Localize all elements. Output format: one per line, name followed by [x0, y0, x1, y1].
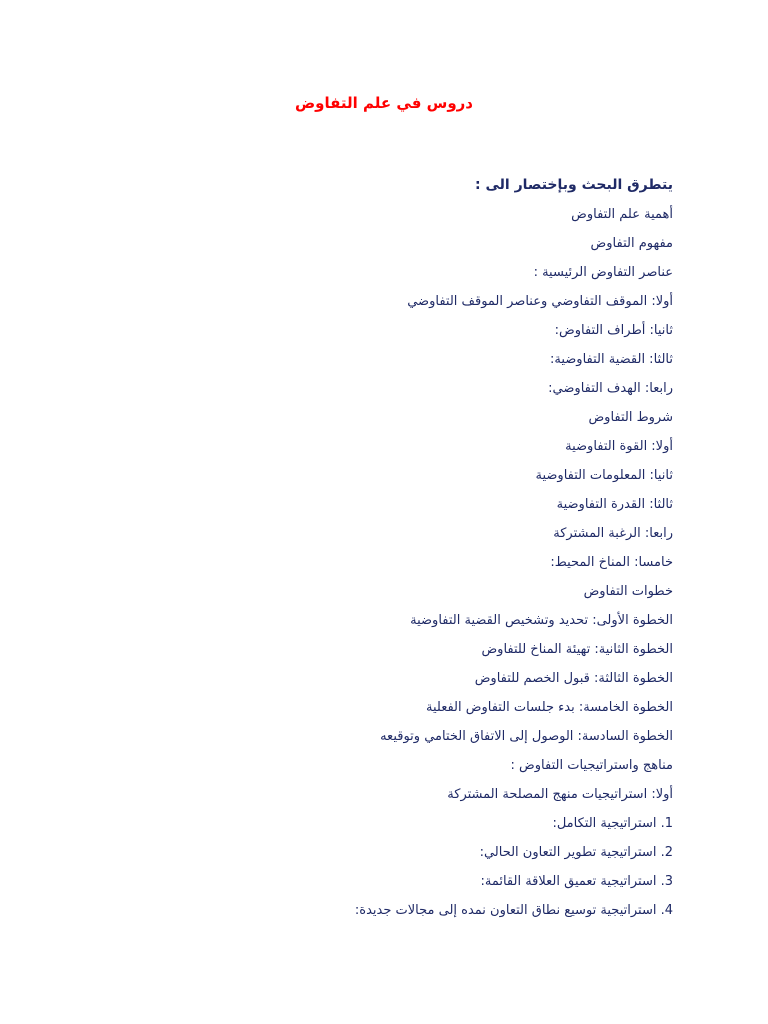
list-item: رابعا: الهدف التفاوضي: [548, 381, 673, 396]
list-item: الخطوة الثانية: تهيئة المناخ للتفاوض [481, 642, 673, 657]
intro-line: يتطرق البحث وبإختصار الى : [475, 177, 673, 193]
document-title: دروس في علم التفاوض [295, 94, 473, 112]
list-item: ثالثا: القضية التفاوضية: [549, 352, 673, 367]
list-item: أولا: الموقف التفاوضي وعناصر الموقف التفاوضي [407, 294, 673, 309]
list-item: عناصر التفاوض الرئيسية : [533, 265, 673, 280]
list-item: ثانيا: أطراف التفاوض: [554, 323, 673, 338]
list-item: 4. استراتيجية توسيع نطاق التعاون نمده إلى مجالات جديدة: [354, 903, 673, 918]
list-item: 2. استراتيجية تطوير التعاون الحالي: [479, 845, 673, 860]
list-item: ثانيا: المعلومات التفاوضية [535, 468, 673, 483]
list-item: مناهج واستراتيجيات التفاوض : [510, 758, 673, 773]
list-item: ثالثا: القدرة التفاوضية [556, 497, 673, 512]
list-item: أولا: القوة التفاوضية [565, 439, 673, 454]
document-content [253, 170, 673, 925]
list-item: خامسا: المناخ المحيط: [550, 555, 673, 570]
list-item: 3. استراتيجية تعميق العلاقة القائمة: [480, 874, 673, 889]
list-item: الخطوة الثالثة: قبول الخصم للتفاوض [474, 671, 673, 686]
list-item: الخطوة الأولى: تحديد وتشخيص القضية التفاوضية [410, 613, 673, 628]
list-item: مفهوم التفاوض [590, 236, 673, 251]
list-item: خطوات التفاوض [583, 584, 673, 599]
list-item: الخطوة الخامسة: بدء جلسات التفاوض الفعلية [426, 700, 673, 715]
outline-list [253, 200, 673, 925]
list-item: رابعا: الرغبة المشتركة [553, 526, 673, 541]
list-item: 1. استراتيجية التكامل: [552, 816, 673, 831]
list-item: أولا: استراتيجيات منهج المصلحة المشتركة [447, 787, 673, 802]
list-item: أهمية علم التفاوض [571, 207, 673, 222]
list-item: شروط التفاوض [588, 410, 673, 425]
list-item: الخطوة السادسة: الوصول إلى الاتفاق الختامي وتوقيعه [380, 729, 673, 744]
